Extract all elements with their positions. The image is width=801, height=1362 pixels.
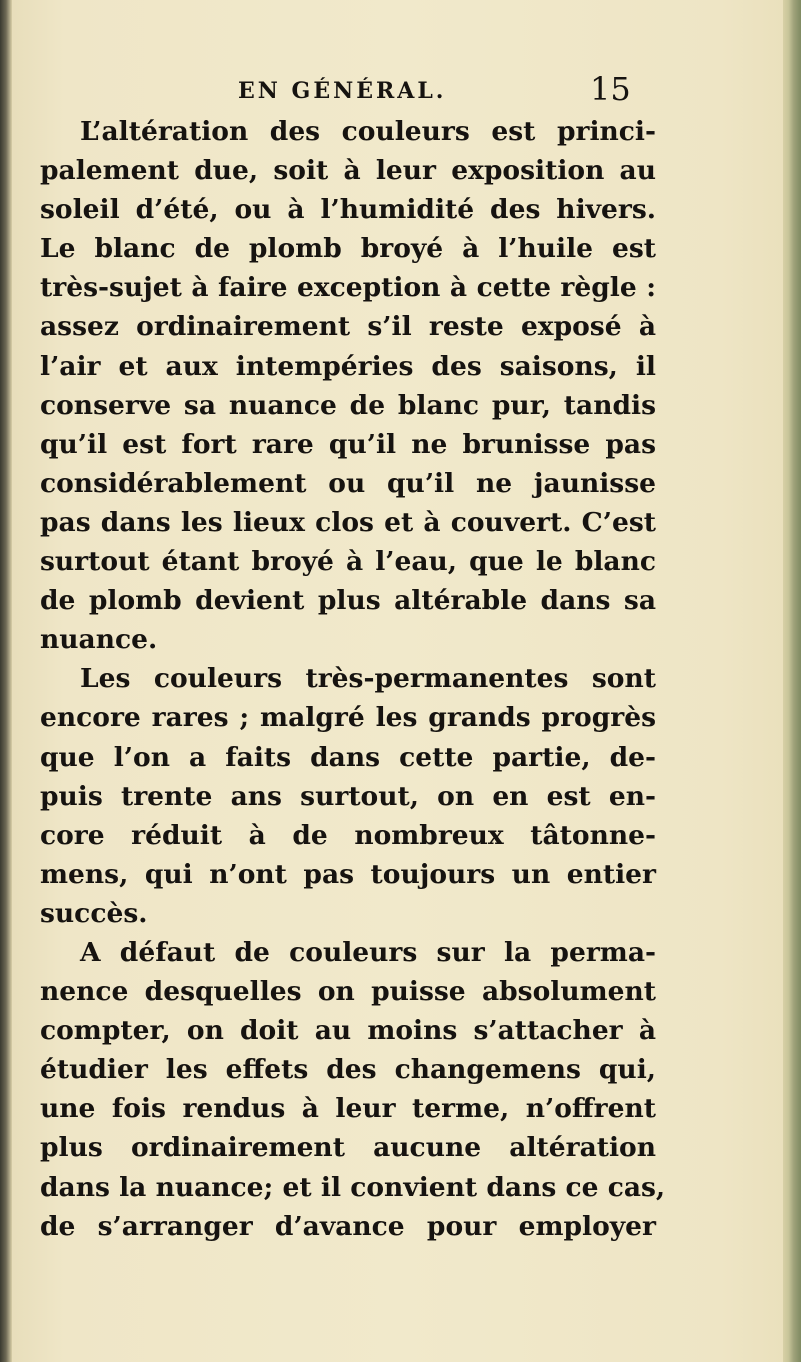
text-line: assez ordinairement s’il reste exposé à <box>40 311 656 343</box>
text-line: de plomb devient plus altérable dans sa <box>40 585 656 617</box>
text-line: soleil d’été, ou à l’humidité des hivers. <box>40 194 656 226</box>
text-line: core réduit à de nombreux tâtonne- <box>40 819 656 851</box>
text-line: Les couleurs très-permanentes sont <box>80 663 656 695</box>
text-line: succès. <box>40 897 148 929</box>
running-title: EN GÉNÉRAL. <box>238 78 447 104</box>
text-line: Le blanc de plomb broyé à l’huile est <box>40 233 656 265</box>
text-line: très-sujet à faire exception à cette règle : <box>40 272 656 304</box>
page-gutter-shadow <box>0 0 12 1362</box>
text-line: dans la nuance; et il convient dans ce cas, <box>40 1171 666 1203</box>
text-line: palement due, soit à leur exposition au <box>40 155 656 187</box>
text-line: nuance. <box>40 624 158 656</box>
text-line: surtout étant broyé à l’eau, que le blanc <box>40 546 656 578</box>
text-line: plus ordinairement aucune altération <box>40 1132 656 1164</box>
text-line: de s’arranger d’avance pour employer <box>40 1210 656 1242</box>
page-edge <box>783 0 801 1362</box>
text-line: considérablement ou qu’il ne jaunisse <box>40 467 656 499</box>
text-line: que l’on a faits dans cette partie, de- <box>40 741 656 773</box>
page-number: 15 <box>590 70 631 108</box>
text-line: encore rares ; malgré les grands progrès <box>40 702 656 734</box>
text-line: qu’il est fort rare qu’il ne brunisse pas <box>40 428 656 460</box>
text-line: pas dans les lieux clos et à couvert. C’est <box>40 506 656 538</box>
text-line: mens, qui n’ont pas toujours un entier <box>40 858 656 890</box>
text-line: compter, on doit au moins s’attacher à <box>40 1015 656 1047</box>
text-line: L’altération des couleurs est princi- <box>80 116 656 147</box>
text-line: une fois rendus à leur terme, n’offrent <box>40 1093 656 1125</box>
text-line: étudier les effets des changemens qui, <box>40 1054 656 1086</box>
text-line: A défaut de couleurs sur la perma- <box>80 936 656 968</box>
text-line: puis trente ans surtout, on en est en- <box>40 780 656 812</box>
text-line: conserve sa nuance de blanc pur, tandis <box>40 389 656 421</box>
text-line: l’air et aux intempéries des saisons, il <box>40 350 656 382</box>
body-text <box>40 112 666 1246</box>
text-line: nence desquelles on puisse absolument <box>40 976 656 1008</box>
